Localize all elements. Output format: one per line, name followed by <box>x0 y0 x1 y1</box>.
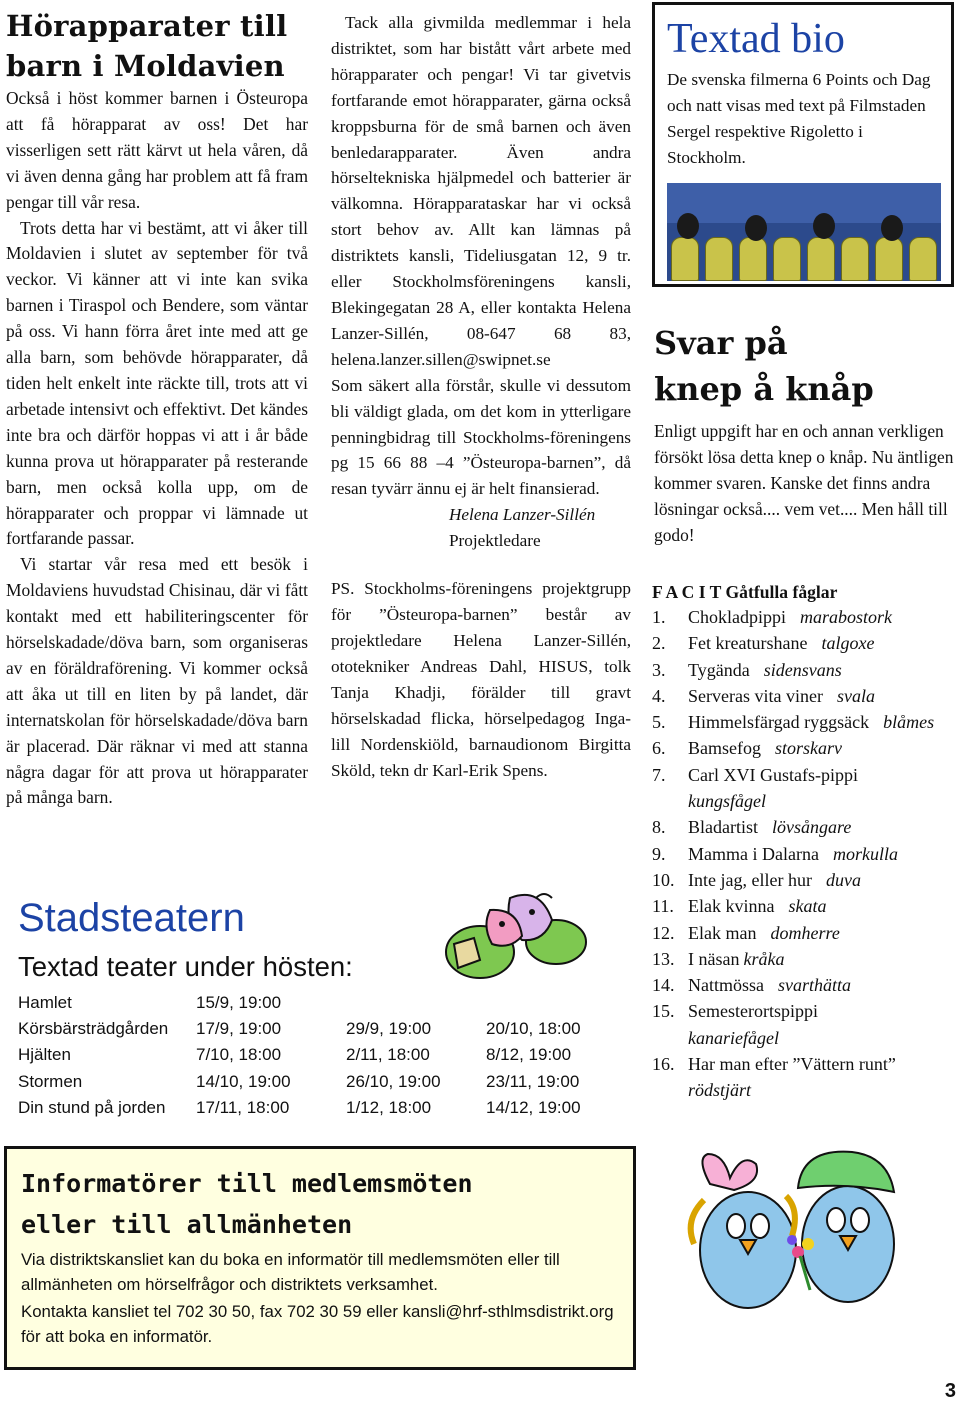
facit-item <box>652 762 958 815</box>
article-paragraph: Också i höst kommer barnen i Östeuropa att få hörapparat av oss! Det har visserligen sett rätt kärvt ut hela våren, då vi även denna gång har problem att få fram pengar till vår resa. <box>6 88 308 212</box>
show-date: 15/9, 19:00 <box>196 993 282 1012</box>
informatorer-text: Via distriktskansliet kan du boka en informatör till medlemsmöten eller till allmänheten om hörselfrågor och distriktets verksamhet. <box>21 1250 560 1294</box>
facit-item <box>652 604 958 630</box>
facit-item-question: Bladartist <box>688 817 758 838</box>
signature-role: Projektledare <box>449 531 541 551</box>
show-date: 14/12, 19:00 <box>486 1097 581 1117</box>
facit-item-number: 10. <box>652 869 675 890</box>
informatorer-contact: Kontakta kansliet tel 702 30 50, fax 702 30 59 eller kansli@hrf-sthlmsdistrikt.org för att boka en informatör. <box>21 1302 614 1346</box>
facit-item <box>652 893 958 919</box>
show-row <box>18 1042 581 1068</box>
facit-item-answer: marabostork <box>800 607 893 627</box>
facit-item-number: 2. <box>652 633 666 654</box>
show-title: Hjälten <box>18 1045 71 1065</box>
facit-item-number: 11. <box>652 896 674 917</box>
facit-item-number: 12. <box>652 922 675 943</box>
page-number: 3 <box>944 1380 956 1402</box>
facit-item-number: 15. <box>652 1001 675 1022</box>
cinema-illustration <box>667 183 941 281</box>
article-continued <box>331 10 631 783</box>
informatorer-title <box>21 1163 621 1245</box>
svar-title-line2: knep å knåp <box>654 370 874 408</box>
show-date: 2/11, 18:00 <box>346 1045 430 1065</box>
textad-bio-text: De svenska filmerna 6 Points och Dag och natt visas med text på Filmstaden Sergel respektive Rigoletto i Stockholm. <box>667 70 931 167</box>
svar-title-line1: Svar på <box>654 324 788 362</box>
show-title: Körsbärsträdgården <box>18 1019 169 1039</box>
facit-item-number: 5. <box>652 712 666 733</box>
facit-item-question: Har man efter ”Vättern runt” <box>688 1054 896 1075</box>
show-title: Hamlet <box>18 993 72 1012</box>
show-date: 1/12, 18:00 <box>346 1097 432 1117</box>
show-date: 23/11, 19:00 <box>486 1071 580 1091</box>
textad-bio-box <box>652 2 954 287</box>
ps-paragraph: PS. Stockholms-föreningens projektgrupp för ”Östeuropa-barnen” består av projektledare Helena Lanzer-Sillén, ototekniker Andreas Dahl, HISUS, tolk Tanja Khadji, förälder till gravt hörselskadad flicka, hörselpedagog Inga-lill Nordenskiöld, barnaudionom Birgitta Sköld, tekn dr Karl-Erik Spens. <box>331 579 631 780</box>
facit-item-number: 1. <box>652 607 666 627</box>
show-date: 7/10, 18:00 <box>196 1045 282 1065</box>
article-title: Hörapparater till barn i Moldavien <box>6 9 288 83</box>
facit-item-question: I näsan <box>688 948 740 969</box>
facit-item-question: Tygända <box>688 659 750 680</box>
facit-item-answer: lövsångare <box>772 817 852 838</box>
facit-item-number: 7. <box>652 764 666 785</box>
facit-item-number: 14. <box>652 975 675 996</box>
show-date: 26/10, 19:00 <box>346 1071 441 1091</box>
facit-item-answer: svarthätta <box>778 975 852 996</box>
facit-item-question: Semesterortspippi <box>688 1001 818 1022</box>
show-row <box>18 1016 581 1042</box>
facit-item-question: Inte jag, eller hur <box>688 869 812 890</box>
facit-item-number: 9. <box>652 843 666 864</box>
facit-item-answer: rödstjärt <box>688 1080 752 1101</box>
facit-item-question: Nattmössa <box>688 975 764 996</box>
facit-item-answer: domherre <box>770 922 840 943</box>
article-body <box>6 86 308 811</box>
facit-item-answer: kanariefågel <box>688 1027 779 1048</box>
facit-item-question: Fet kreaturshane <box>688 633 808 654</box>
facit-item-answer: storskarv <box>774 738 842 759</box>
facit-item <box>652 735 958 761</box>
facit-item-question: Mamma i Dalarna <box>688 843 819 864</box>
informatorer-title-line1: Informatörer till medlemsmöten <box>21 1169 473 1198</box>
facit-item-number: 16. <box>652 1054 675 1075</box>
facit-item-number: 4. <box>652 685 666 706</box>
facit-item-number: 8. <box>652 817 666 838</box>
facit-item <box>652 657 958 683</box>
facit-item-number: 6. <box>652 738 666 759</box>
birds-illustration <box>668 1140 918 1320</box>
informatorer-title-line2: eller till allmänheten <box>21 1210 353 1239</box>
facit-item <box>652 946 958 972</box>
show-date <box>486 990 581 1016</box>
facit-item-answer: morkulla <box>832 843 898 864</box>
facit-item-question: Elak man <box>688 922 757 943</box>
signature <box>331 502 631 554</box>
facit-item <box>652 920 958 946</box>
facit-item <box>652 972 958 998</box>
show-date: 29/9, 19:00 <box>346 1019 432 1039</box>
stadsteatern-title: Stadsteatern <box>18 896 245 940</box>
facit-item <box>652 998 958 1051</box>
facit-item-answer: kråka <box>743 948 785 969</box>
facit-item-answer: kungsfågel <box>688 791 766 812</box>
show-date: 17/9, 19:00 <box>196 1019 282 1039</box>
shows-table <box>18 990 581 1121</box>
show-row <box>18 1095 581 1121</box>
show-date <box>346 990 486 1016</box>
facit-item-answer: svala <box>836 685 875 706</box>
signature-name: Helena Lanzer-Sillén <box>449 505 596 525</box>
article-paragraph: Vi startar vår resa med ett besök i Moldaviens huvudstad Chisinau, där vi fått kontakt med ett habiliteringscenter för hörselskadade/döva barn, som organiseras av en föräldraförening. Vi kommer också att åka ut till en liten by på landet, där internatskolan för hörselskadade/döva barn är placerad. Där räknar vi med att stanna några dagar för att prova ut hörapparater på många barn. <box>6 554 308 808</box>
textad-bio-title: Textad bio <box>667 16 845 62</box>
facit-item-answer: sidensvans <box>763 659 842 680</box>
facit-item-answer: blåmes <box>883 712 935 733</box>
facit-items <box>652 604 958 1104</box>
facit-item <box>652 867 958 893</box>
facit-item-question: Himmelsfärgad ryggsäck <box>688 712 870 733</box>
facit-list <box>652 580 958 1104</box>
facit-item-question: Carl XVI Gustafs-pippi <box>688 764 858 785</box>
article-moldavien <box>6 6 308 811</box>
facit-item <box>652 709 958 735</box>
facit-item-number: 3. <box>652 659 666 680</box>
show-row <box>18 990 581 1016</box>
show-title: Din stund på jorden <box>18 1097 166 1117</box>
stadsteatern-subtitle: Textad teater under hösten: <box>18 951 353 982</box>
facit-item <box>652 683 958 709</box>
show-title: Stormen <box>18 1071 83 1091</box>
facit-item-question: Bamsefog <box>688 738 761 759</box>
svar-intro: Enligt uppgift har en och annan verkligen försökt lösa detta knep o knåp. Nu äntligen kommer svaren. Kanske det finns andra lösningar också.... vem vet.... Men håll till godo! <box>654 421 954 545</box>
facit-item-question: Serveras vita viner <box>688 685 823 706</box>
show-date: 17/11, 18:00 <box>196 1097 290 1117</box>
facit-title: F A C I T Gåtfulla fåglar <box>652 582 838 602</box>
informatorer-box <box>4 1146 636 1370</box>
show-row <box>18 1069 581 1095</box>
facit-item-answer: talgoxe <box>821 633 875 654</box>
show-date: 20/10, 18:00 <box>486 1019 581 1039</box>
facit-item-question: Elak kvinna <box>688 896 775 917</box>
svar-section <box>654 320 954 548</box>
facit-item-answer: duva <box>825 869 861 890</box>
article-paragraph: Trots detta har vi bestämt, att vi åker till Moldavien i slutet av september för två veckor. Vi känner att vi inte kan svika barnen i Tiraspol och Bendere, som väntar på oss. Vi hann förra året inte med att ge alla barn, som behövde hörapparater, då tiden helt enkelt inte räckte till, trots att vi arbetade intensivt och effektivt. Det kändes inte bra och därför hoppas vi att i år både kunna prova ut hörapparater på resterande barn, men också kolla upp, om de hörapparater och proppar vi lämnade ut fortfarande passar. <box>6 217 308 549</box>
article-paragraph: Tack alla givmilda medlemmar i hela distriktet, som har bistått vårt arbete med hörapparater och pengar! Vi tar givetvis fortfarande emot hörapparater, gärna också kroppsburna för de små barnen och även benledarapparater. Även andra hörseltekniska hjälpmedel och batterier är välkomna. Hörapparataskar har vi också stort behov av. Allt kan lämnas på distriktets kansli, Tideliusgatan 12, 9 tr. eller Stockholmsföreningens kansli, Blekingegatan 28 A, eller kontakta Helena Lanzer-Sillén, 08-647 68 83, helena.lanzer.sillen@swipnet.se <box>331 13 631 369</box>
facit-item <box>652 841 958 867</box>
theatre-masks-illustration <box>440 880 590 990</box>
facit-item-number: 13. <box>652 948 675 969</box>
show-date: 14/10, 19:00 <box>196 1071 291 1091</box>
facit-item <box>652 1051 958 1104</box>
facit-item <box>652 814 958 840</box>
facit-item-question: Chokladpippi <box>688 607 786 627</box>
article-paragraph: Som säkert alla förstår, skulle vi dessutom bli väldigt glada, om det kom in ytterligare penningbidrag till Stockholms-föreningens pg 15 66 88 –4 ”Östeuropa-barnen”, då resan tyvärr ännu ej är helt finansierad. <box>331 375 631 499</box>
show-date: 8/12, 19:00 <box>486 1045 572 1065</box>
svar-title <box>654 320 954 412</box>
facit-item-answer: skata <box>788 896 827 917</box>
facit-item <box>652 630 958 656</box>
